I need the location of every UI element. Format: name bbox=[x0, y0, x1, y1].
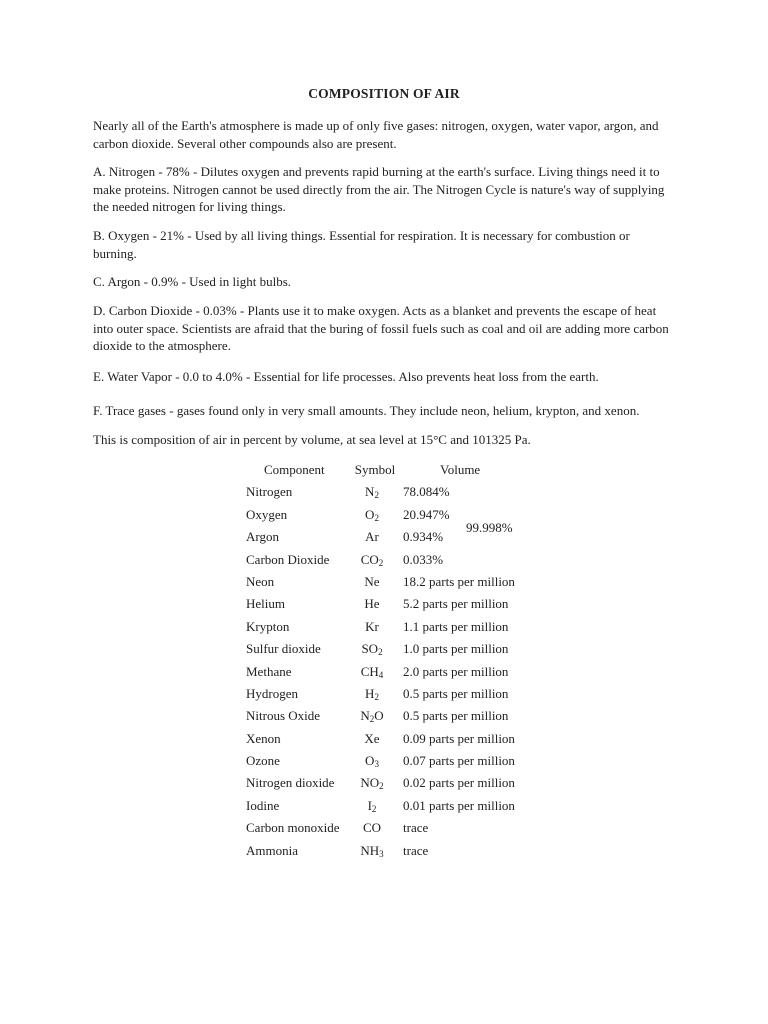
chemical-symbol bbox=[346, 775, 398, 791]
component-name: Neon bbox=[246, 573, 275, 589]
chemical-symbol bbox=[346, 664, 398, 680]
symbol-suffix: O bbox=[374, 708, 384, 724]
page-title: COMPOSITION OF AIR bbox=[308, 86, 460, 101]
symbol-base: N bbox=[360, 708, 370, 724]
symbol-subscript: 3 bbox=[379, 848, 384, 859]
symbol-base: Ne bbox=[364, 573, 380, 589]
symbol-base: Ar bbox=[365, 529, 379, 545]
symbol-subscript: 2 bbox=[374, 512, 379, 523]
volume-value: trace bbox=[403, 820, 429, 836]
volume-header: Volume bbox=[440, 462, 481, 477]
water-vapor-paragraph: E. Water Vapor - 0.0 to 4.0% - Essential for life processes. Also prevents heat loss from the earth. bbox=[93, 369, 599, 384]
symbol-base: CO bbox=[360, 551, 379, 567]
volume-value: 5.2 parts per million bbox=[403, 596, 509, 612]
volume-value: 1.1 parts per million bbox=[403, 618, 509, 634]
chemical-symbol bbox=[346, 843, 398, 859]
volume-value: 0.02 parts per million bbox=[403, 775, 515, 791]
volume-value: 0.07 parts per million bbox=[403, 753, 515, 769]
chemical-symbol bbox=[346, 507, 398, 523]
symbol-subscript: 2 bbox=[374, 691, 379, 702]
chemical-symbol bbox=[346, 484, 398, 500]
symbol-subscript: 2 bbox=[371, 803, 377, 814]
measurement-conditions-paragraph: This is composition of air in percent by volume, at sea level at 15°C and 101325 Pa. bbox=[93, 432, 531, 447]
chemical-symbol bbox=[346, 574, 398, 590]
chemical-symbol bbox=[346, 529, 398, 545]
chemical-symbol bbox=[346, 596, 398, 612]
component-name: Xenon bbox=[246, 730, 281, 746]
component-name: Methane bbox=[246, 663, 292, 679]
symbol-base: NH bbox=[360, 842, 380, 858]
chemical-symbol bbox=[346, 820, 398, 836]
chemical-symbol bbox=[346, 619, 398, 635]
symbol-base: O bbox=[365, 753, 375, 769]
symbol-subscript: 2 bbox=[379, 781, 384, 792]
symbol-subscript: 4 bbox=[378, 669, 384, 680]
symbol-subscript: 2 bbox=[378, 647, 383, 658]
volume-value: 0.5 parts per million bbox=[403, 685, 509, 701]
symbol-base: He bbox=[364, 596, 380, 612]
volume-value: 0.5 parts per million bbox=[403, 708, 509, 724]
trace-gases-paragraph: F. Trace gases - gases found only in very small amounts. They include neon, helium, krypton, and xenon. bbox=[93, 403, 640, 418]
nitrogen-paragraph: A. Nitrogen - 78% - Dilutes oxygen and prevents rapid burning at the earth's surface. Living things need it to make proteins. Nitrogen cannot be used directly from the air. The Nitrogen Cycle is nature's way of supplying the needed nitrogen for living things. bbox=[93, 164, 665, 214]
chemical-symbol bbox=[346, 552, 398, 568]
volume-value: 78.084% bbox=[403, 484, 450, 500]
volume-value: 20.947% bbox=[403, 506, 450, 522]
volume-value: 0.934% bbox=[403, 529, 444, 545]
symbol-subscript: 2 bbox=[378, 557, 384, 568]
symbol-subscript: 3 bbox=[374, 759, 379, 770]
symbol-base: H bbox=[365, 685, 375, 701]
component-name: Carbon monoxide bbox=[246, 820, 340, 836]
volume-value: 0.01 parts per million bbox=[403, 797, 515, 813]
component-name: Iodine bbox=[246, 797, 280, 813]
component-name: Sulfur dioxide bbox=[246, 641, 321, 657]
symbol-base: CH bbox=[360, 663, 379, 679]
component-name: Carbon Dioxide bbox=[246, 551, 330, 567]
symbol-base: SO bbox=[361, 641, 379, 657]
symbol-base: Kr bbox=[365, 618, 379, 634]
component-name: Helium bbox=[246, 596, 285, 612]
volume-value: 1.0 parts per million bbox=[403, 641, 509, 657]
volume-value: 2.0 parts per million bbox=[403, 663, 509, 679]
symbol-base: CO bbox=[362, 820, 382, 836]
oxygen-paragraph: B. Oxygen - 21% - Used by all living things. Essential for respiration. It is necessary for combustion or burning. bbox=[93, 228, 630, 261]
intro-paragraph: Nearly all of the Earth's atmosphere is made up of only five gases: nitrogen, oxygen, water vapor, argon, and carbon dioxide. Several other compounds also are present. bbox=[93, 118, 659, 151]
component-name: Nitrogen bbox=[246, 484, 293, 500]
component-name: Oxygen bbox=[246, 506, 288, 522]
symbol-base: O bbox=[365, 506, 375, 522]
chemical-symbol bbox=[346, 641, 398, 657]
chemical-symbol bbox=[346, 731, 398, 747]
component-header: Component bbox=[264, 462, 325, 477]
chemical-symbol bbox=[346, 686, 398, 702]
chemical-symbol bbox=[346, 798, 398, 814]
component-name: Ammonia bbox=[246, 842, 298, 858]
symbol-subscript: 2 bbox=[369, 714, 375, 725]
symbol-header: Symbol bbox=[354, 462, 396, 477]
component-name: Krypton bbox=[246, 618, 290, 634]
argon-paragraph: C. Argon - 0.9% - Used in light bulbs. bbox=[93, 274, 292, 289]
major-gases-total: 99.998% bbox=[466, 520, 513, 535]
component-name: Hydrogen bbox=[246, 685, 298, 701]
volume-value: 18.2 parts per million bbox=[403, 573, 515, 589]
symbol-base: NO bbox=[360, 775, 380, 791]
symbol-subscript: 2 bbox=[374, 490, 379, 501]
chemical-symbol bbox=[346, 753, 398, 769]
symbol-base: I bbox=[367, 797, 372, 813]
carbon-dioxide-paragraph: D. Carbon Dioxide - 0.03% - Plants use it to make oxygen. Acts as a blanket and prevents the escape of heat into outer space. Scientists are afraid that the buring of fossil fuels such as coal and oil are adding more carbon dioxide to the atmosphere. bbox=[93, 303, 669, 353]
component-name: Argon bbox=[246, 529, 279, 545]
component-name: Nitrogen dioxide bbox=[246, 775, 335, 791]
component-name: Ozone bbox=[246, 753, 280, 769]
volume-value: trace bbox=[403, 842, 429, 858]
volume-value: 0.033% bbox=[403, 551, 444, 567]
chemical-symbol bbox=[346, 708, 398, 724]
symbol-base: Xe bbox=[364, 730, 380, 746]
volume-value: 0.09 parts per million bbox=[403, 730, 515, 746]
symbol-base: N bbox=[365, 484, 375, 500]
component-name: Nitrous Oxide bbox=[246, 708, 321, 724]
